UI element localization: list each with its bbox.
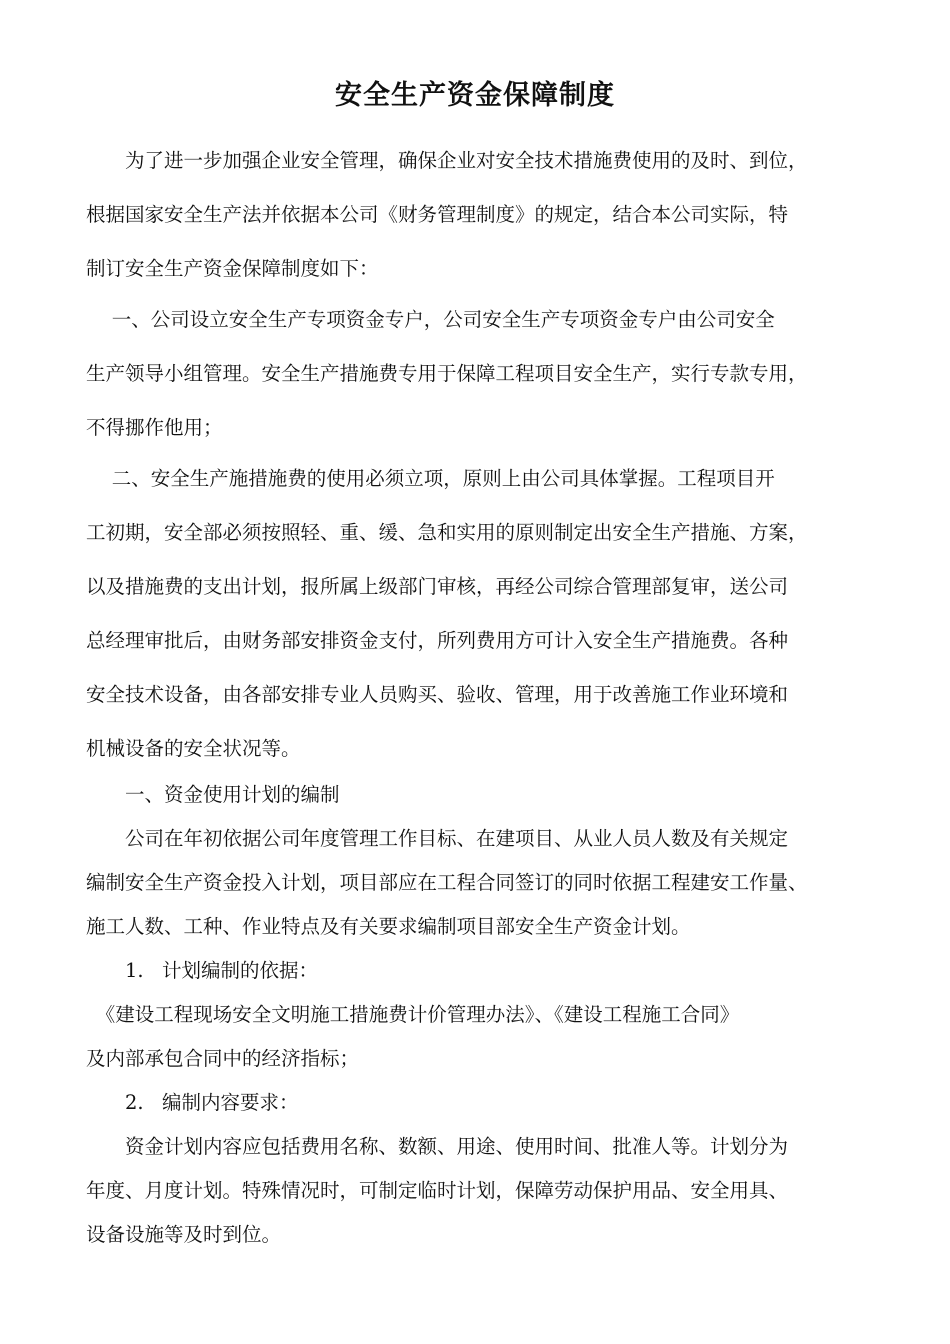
section-one-paragraph xyxy=(86,293,872,455)
list-label: 计划编制的依据： xyxy=(162,959,319,982)
section-two-line: 机械设备的安全状况等。 xyxy=(86,737,301,760)
section-two-line: 以及措施费的支出计划，报所属上级部门审核，再经公司综合管理部复审，送公司 xyxy=(86,575,789,598)
plan-section xyxy=(86,773,872,1257)
basis-line: 《建设工程现场安全文明施工措施费计价管理办法》、《建设工程施工合同》 xyxy=(86,1003,740,1026)
list-label: 编制内容要求： xyxy=(162,1091,299,1114)
section-one-line: 一、公司设立安全生产专项资金专户，公司安全生产专项资金专户由公司安全 xyxy=(86,308,775,331)
plan-line: 公司在年初依据公司年度管理工作目标、在建项目、从业人员人数及有关规定 xyxy=(86,827,789,850)
plan-line: 编制安全生产资金投入计划，项目部应在工程合同签订的同时依据工程建安工作量、 xyxy=(86,871,808,894)
intro-line: 制订安全生产资金保障制度如下： xyxy=(86,257,379,280)
list-item-1 xyxy=(86,949,872,993)
intro-line: 为了进一步加强企业安全管理，确保企业对安全技术措施费使用的及时、到位， xyxy=(86,149,808,172)
section-one-line: 生产领导小组管理。安全生产措施费专用于保障工程项目安全生产，实行专款专用， xyxy=(86,362,808,385)
list-number: 1. xyxy=(86,959,144,982)
section-two-paragraph xyxy=(86,452,872,776)
list-item-2 xyxy=(86,1081,872,1125)
requirements-line: 年度、月度计划。特殊情况时，可制定临时计划，保障劳动保护用品、安全用具、 xyxy=(86,1179,789,1202)
section-two-line: 二、安全生产施措施费的使用必须立项，原则上由公司具体掌握。工程项目开 xyxy=(86,467,775,490)
section-two-line: 总经理审批后，由财务部安排资金支付，所列费用方可计入安全生产措施费。各种 xyxy=(86,629,789,652)
section-two-line: 工初期，安全部必须按照轻、重、缓、急和实用的原则制定出安全生产措施、方案， xyxy=(86,521,808,544)
basis-line: 及内部承包合同中的经济指标； xyxy=(86,1047,360,1070)
section-two-line: 安全技术设备，由各部安排专业人员购买、验收、管理，用于改善施工作业环境和 xyxy=(86,683,789,706)
list-number: 2. xyxy=(86,1091,144,1114)
subheading: 一、资金使用计划的编制 xyxy=(86,783,340,806)
intro-line: 根据国家安全生产法并依据本公司《财务管理制度》的规定，结合本公司实际，特 xyxy=(86,203,789,226)
plan-line: 施工人数、工种、作业特点及有关要求编制项目部安全生产资金计划。 xyxy=(86,915,691,938)
section-one-line: 不得挪作他用； xyxy=(86,416,223,439)
requirements-line: 资金计划内容应包括费用名称、数额、用途、使用时间、批准人等。计划分为 xyxy=(86,1135,789,1158)
document-title: 安全生产资金保障制度 xyxy=(335,80,615,111)
requirements-line: 设备设施等及时到位。 xyxy=(86,1223,282,1246)
intro-paragraph xyxy=(86,134,872,296)
